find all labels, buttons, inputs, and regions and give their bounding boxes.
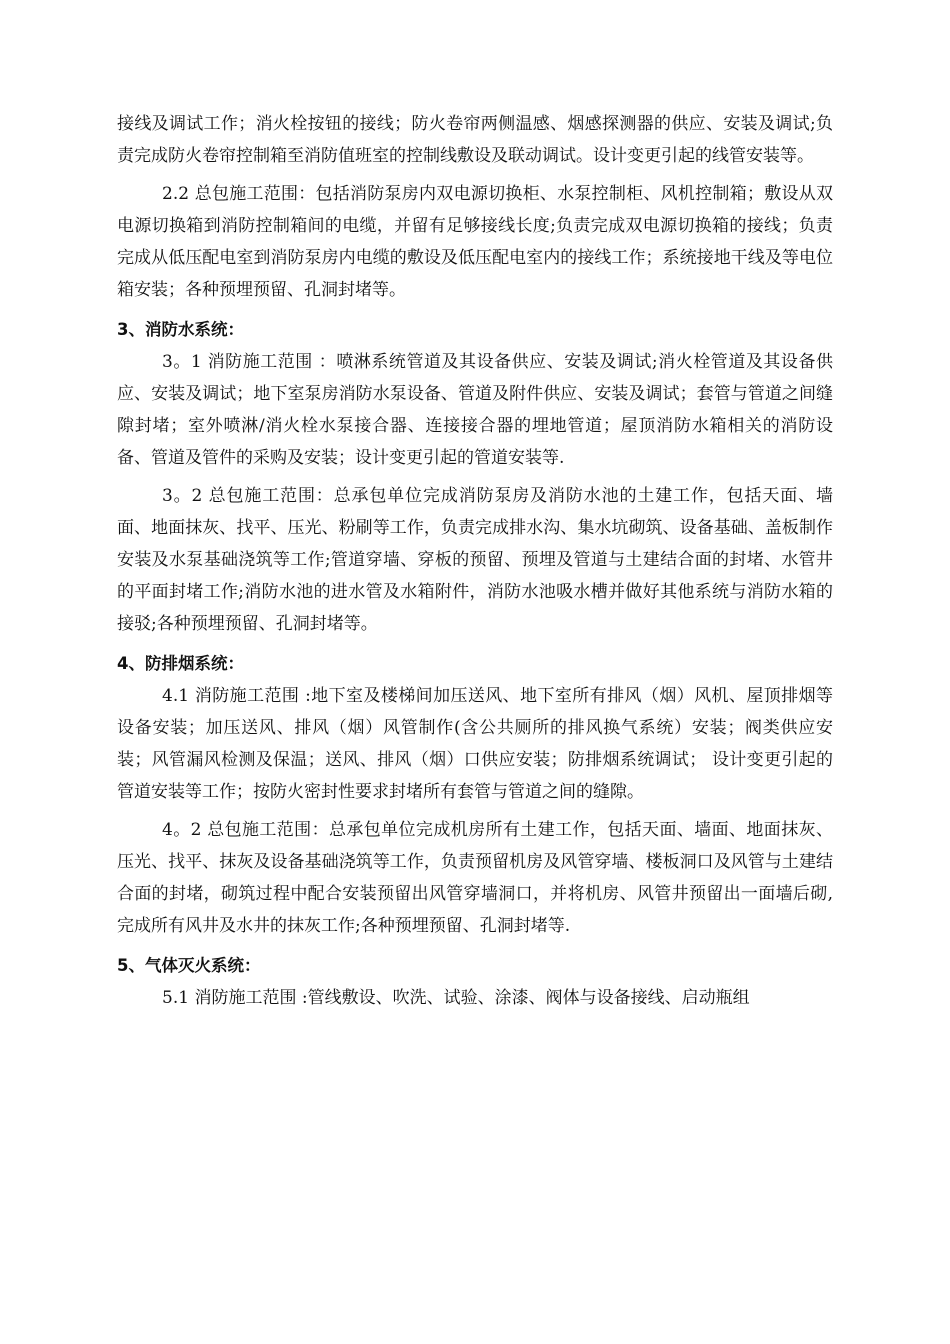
paragraph-4-2: 4。2 总包施工范围：总承包单位完成机房所有土建工作，包括天面、墙面、地面抹灰、压光、找平、抹灰及设备基础浇筑等工作，负责预留机房及风管穿墙、楼板洞口及风管与土建结合面的封堵，砌筑过程中配合安装预留出风管穿墙洞口，并将机房、风管井预留出一面墙后砌,完成所有风井及水井的抹灰工作;各种预埋预留、孔洞封堵等. <box>117 820 833 936</box>
heading-3: 3、消防水系统： <box>117 320 244 339</box>
paragraph-3-1: 3。1 消防施工范围 ：喷淋系统管道及其设备供应、安装及调试;消火栓管道及其设备供应、安装及调试；地下室泵房消防水泵设备、管道及附件供应、安装及调试；套管与管道之间缝隙封堵；室外喷淋/消火栓水泵接合器、连接接合器的埋地管道；屋顶消防水箱相关的消防设备、管道及管件的采购及安装；设计变更引起的管道安装等. <box>117 352 833 468</box>
heading-5: 5、气体灭火系统： <box>117 956 261 975</box>
document-page <box>117 108 833 1014</box>
heading-4: 4、防排烟系统： <box>117 654 244 673</box>
paragraph-4-1: 4.1 消防施工范围 :地下室及楼梯间加压送风、地下室所有排风（烟）风机、屋顶排烟等设备安装；加压送风、排风（烟）风管制作(含公共厕所的排风换气系统）安装；阀类供应安装；风管漏风检测及保温；送风、排风（烟）口供应安装；防排烟系统调试； 设计变更引起的管道安装等工作；按防火密封性要求封堵所有套管与管道之间的缝隙。 <box>117 686 833 802</box>
paragraph-intro: 接线及调试工作；消火栓按钮的接线；防火卷帘两侧温感、烟感探测器的供应、安装及调试;负责完成防火卷帘控制箱至消防值班室的控制线敷设及联动调试。设计变更引起的线管安装等。 <box>117 114 833 166</box>
paragraph-2-2: 2.2 总包施工范围：包括消防泵房内双电源切换柜、水泵控制柜、风机控制箱；敷设从双电源切换箱到消防控制箱间的电缆，并留有足够接线长度;负责完成双电源切换箱的接线；负责完成从低压配电室到消防泵房内电缆的敷设及低压配电室内的接线工作；系统接地干线及等电位箱安装；各种预埋预留、孔洞封堵等。 <box>117 184 833 300</box>
paragraph-3-2: 3。2 总包施工范围：总承包单位完成消防泵房及消防水池的土建工作，包括天面、墙面、地面抹灰、找平、压光、粉刷等工作，负责完成排水沟、集水坑砌筑、设备基础、盖板制作安装及水泵基础浇筑等工作;管道穿墙、穿板的预留、预埋及管道与土建结合面的封堵、水管井的平面封堵工作;消防水池的进水管及水箱附件，消防水池吸水槽并做好其他系统与消防水箱的接驳;各种预埋预留、孔洞封堵等。 <box>117 486 833 634</box>
paragraph-5-1: 5.1 消防施工范围 :管线敷设、吹洗、试验、涂漆、阀体与设备接线、启动瓶组 <box>162 988 750 1008</box>
